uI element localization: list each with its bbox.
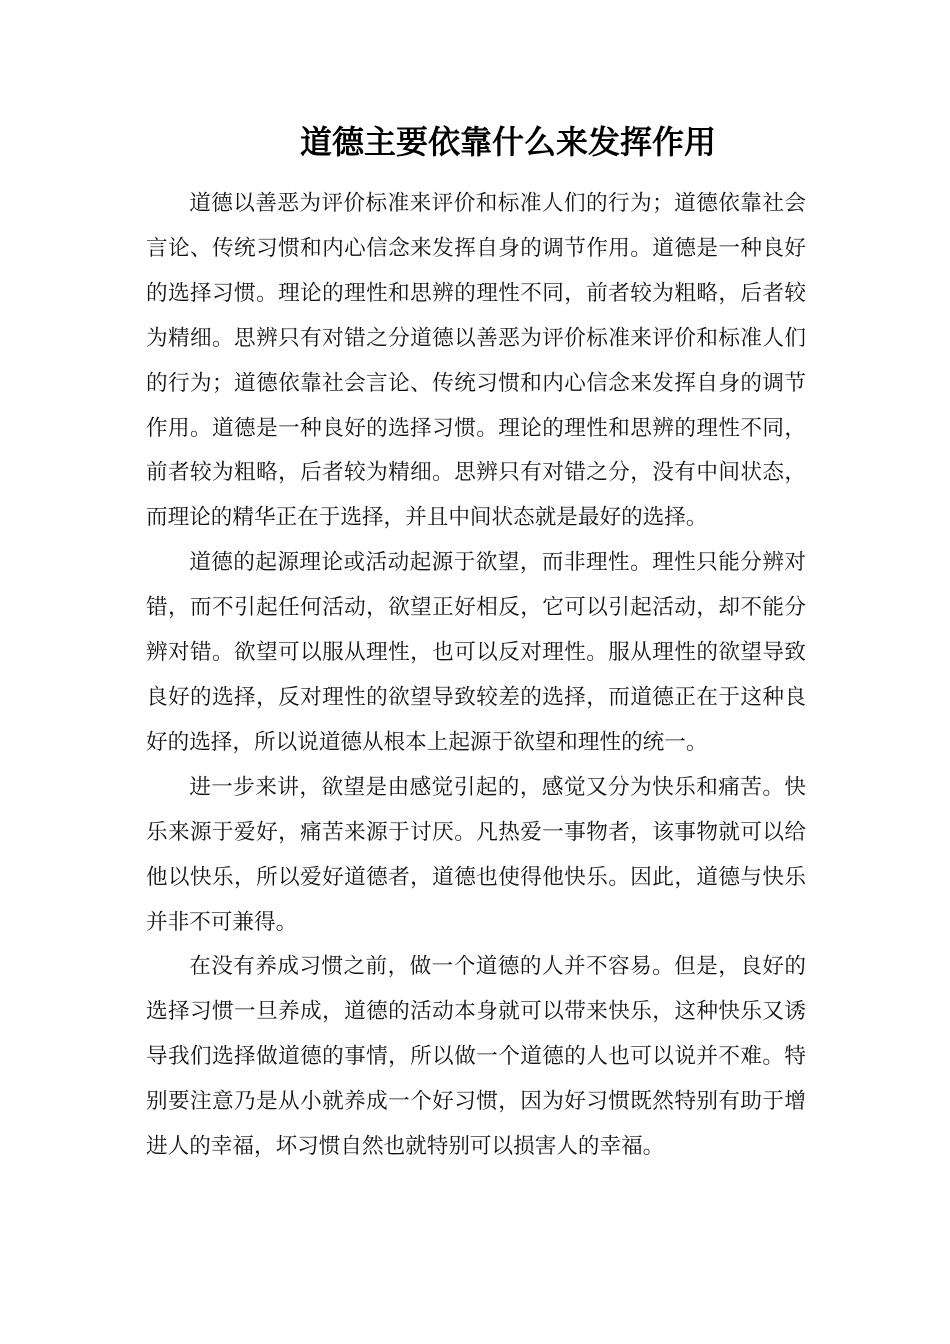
paragraph-2: 道德的起源理论或活动起源于欲望，而非理性。理性只能分辨对错，而不引起任何活动，欲望正好相反，它可以引起活动，却不能分辨对错。欲望可以服从理性，也可以反对理性。服从理性的欲望导致良好的选择，反对理性的欲望导致较差的选择，而道德正在于这种良好的选择，所以说道德从根本上起源于欲望和理性的统一。 bbox=[146, 550, 806, 755]
paragraph-4: 在没有养成习惯之前，做一个道德的人并不容易。但是，良好的选择习惯一旦养成，道德的活动本身就可以带来快乐，这种快乐又诱导我们选择做道德的事情，所以做一个道德的人也可以说并不难。特别要注意乃是从小就养成一个好习惯，因为好习惯既然特别有助于增进人的幸福，坏习惯自然也就特别可以损害人的幸福。 bbox=[146, 954, 806, 1160]
paragraph-1: 道德以善恶为评价标准来评价和标准人们的行为；道德依靠社会言论、传统习惯和内心信念来发挥自身的调节作用。道德是一种良好的选择习惯。理论的理性和思辨的理性不同，前者较为粗略，后者较为精细。思辨只有对错之分道德以善恶为评价标准来评价和标准人们的行为；道德依靠社会言论、传统习惯和内心信念来发挥自身的调节作用。道德是一种良好的选择习惯。理论的理性和思辨的理性不同，前者较为粗略，后者较为精细。思辨只有对错之分，没有中间状态，而理论的精华正在于选择，并且中间状态就是最好的选择。 bbox=[146, 191, 806, 531]
document-body bbox=[146, 182, 806, 1170]
paragraph-3: 进一步来讲，欲望是由感觉引起的，感觉又分为快乐和痛苦。快乐来源于爱好，痛苦来源于讨厌。凡热爱一事物者，该事物就可以给他以快乐，所以爱好道德者，道德也使得他快乐。因此，道德与快乐并非不可兼得。 bbox=[146, 774, 806, 935]
document-title: 道德主要依靠什么来发挥作用 bbox=[299, 123, 716, 161]
